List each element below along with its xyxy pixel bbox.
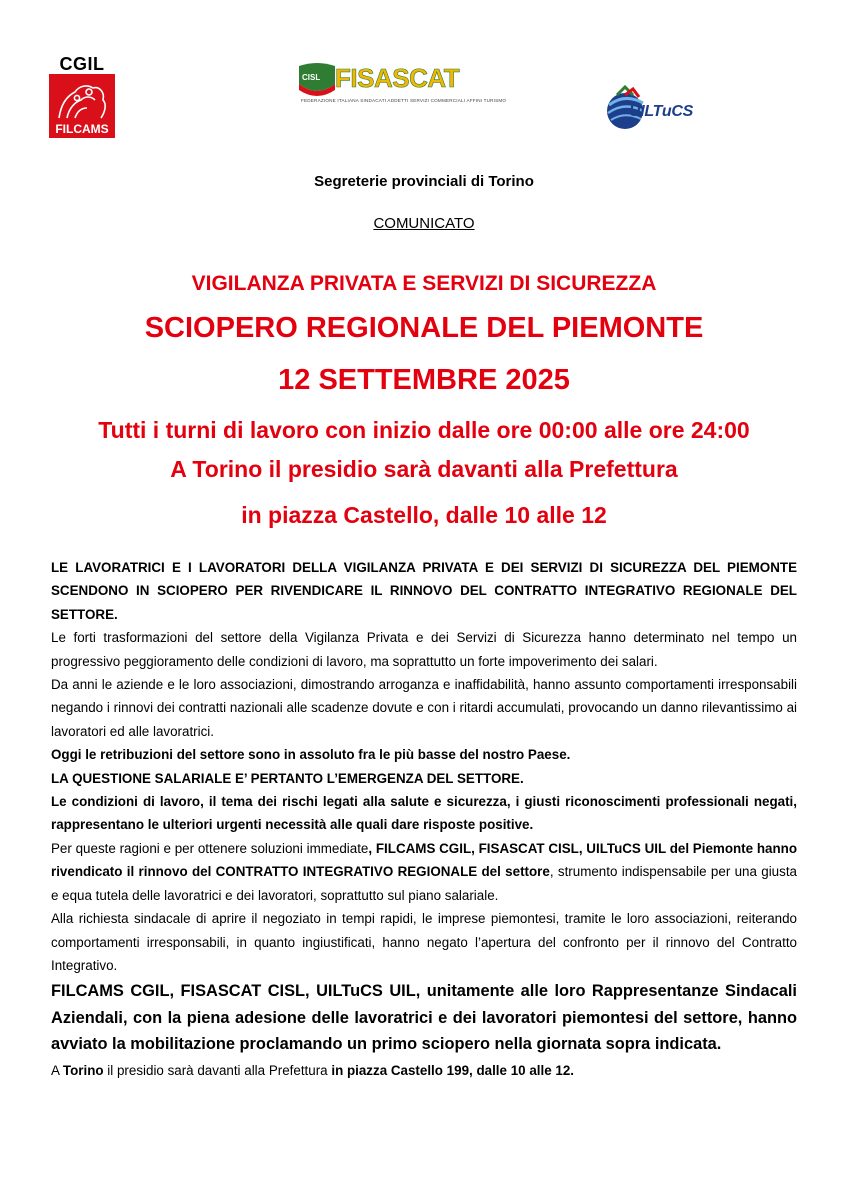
presidio-line-1: A Torino il presidio sarà davanti alla Prefettura <box>170 456 678 482</box>
paragraph-companies: Da anni le aziende e le loro associazioni, dimostrando arroganza e inaffidabilità, hanno assunto comportamenti irresponsabili negando i rinnovi dei contratti nazionali alle scadenze dovute e con i ritardi accumulati, provocando un danno rilevantissimo ai lavoratori ed alle lavoratrici. <box>51 677 797 739</box>
paragraph-salary-emergency: LA QUESTIONE SALARIALE E’ PERTANTO L’EMERGENZA DEL SETTORE. <box>51 770 524 786</box>
strike-date: 12 SETTEMBRE 2025 <box>278 364 570 396</box>
shifts-line: Tutti i turni di lavoro con inizio dalle ore 00:00 alle ore 24:00 <box>98 417 750 443</box>
workers-emblem-icon <box>49 74 115 124</box>
fisascat-cisl-logo <box>297 62 507 110</box>
paragraph-wages: Oggi le retribuzioni del settore sono in assoluto fra le più basse del nostro Paese. <box>51 747 571 763</box>
sector-title: VIGILANZA PRIVATA E SERVIZI DI SICUREZZA <box>191 272 657 295</box>
paragraph-negotiation: Alla richiesta sindacale di aprire il negoziato in tempi rapidi, le imprese piemontesi, tramite le loro associazioni, reiterando comportamenti irresponsabili, in quanto ingiustificati, hanno negato l’apertura del confronto per il rinnovo del Contratto Integrativo. <box>51 911 797 973</box>
presidio-line-2: in piazza Castello, dalle 10 alle 12 <box>241 502 607 528</box>
paragraph-presidio: A Torino il presidio sarà davanti alla Prefettura in piazza Castello 199, dalle 10 alle 12. <box>51 1062 574 1078</box>
cgil-filcams-logo <box>49 54 115 140</box>
fisascat-tagline: FEDERAZIONE ITALIANA SINDACATI ADDETTI SERVIZI COMMERCIALI AFFINI TURISMO <box>301 98 507 103</box>
uiltucs-wordmark: UILTuCS <box>629 103 693 120</box>
uiltucs-logo <box>603 85 713 133</box>
paragraph-reasons: Per queste ragioni e per ottenere soluzioni immediate, FILCAMS CGIL, FISASCAT CISL, UILTuCS UIL del Piemonte hanno rivendicato il rinnovo del CONTRATTO INTEGRATIVO REGIONALE del settore, strumento indispensabile per una giusta e equa tutela delle lavoratrici e dei lavoratori, soprattutto sul piano salariale. <box>51 840 798 903</box>
cgil-logo-text: CGIL <box>59 54 105 74</box>
strike-title: SCIOPERO REGIONALE DEL PIEMONTE <box>144 312 704 344</box>
paragraph-mobilization: FILCAMS CGIL, FISASCAT CISL, UILTuCS UIL, unitamente alle loro Rappresentanze Sindacali Aziendali, con la piena adesione delle lavoratrici e dei lavoratori piemontesi del settore, hanno avviato la mobilitazione proclamando un primo sciopero nella giornata sopra indicata. <box>51 982 797 1054</box>
filcams-red-box <box>49 74 115 138</box>
cisl-text: CISL <box>302 73 321 82</box>
communique-label: COMUNICATO <box>373 215 475 232</box>
communique-body <box>51 556 797 1082</box>
paragraph-transformations: Le forti trasformazioni del settore della Vigilanza Privata e dei Servizi di Sicurezza hanno determinato nel tempo un progressivo peggioramento delle condizioni di lavoro, ma soprattutto un forte impoverimento dei salari. <box>51 630 797 669</box>
paragraph-intro: LE LAVORATRICI E I LAVORATORI DELLA VIGILANZA PRIVATA E DEI SERVIZI DI SICUREZZA DEL PIEMONTE SCENDONO IN SCIOPERO PER RIVENDICARE IL RINNOVO DEL CONTRATTO INTEGRATIVO REGIONALE DEL SETTORE. <box>51 560 797 622</box>
paragraph-conditions: Le condizioni di lavoro, il tema dei rischi legati alla salute e sicurezza, i giusti riconoscimenti professionali negati, rappresentano le ulteriori urgenti necessità alle quali dare risposte positive. <box>51 794 797 833</box>
fisascat-wordmark: FISASCAT <box>335 63 460 93</box>
secretariat-line: Segreterie provinciali di Torino <box>314 173 534 190</box>
filcams-logo-text: FILCAMS <box>55 122 109 136</box>
